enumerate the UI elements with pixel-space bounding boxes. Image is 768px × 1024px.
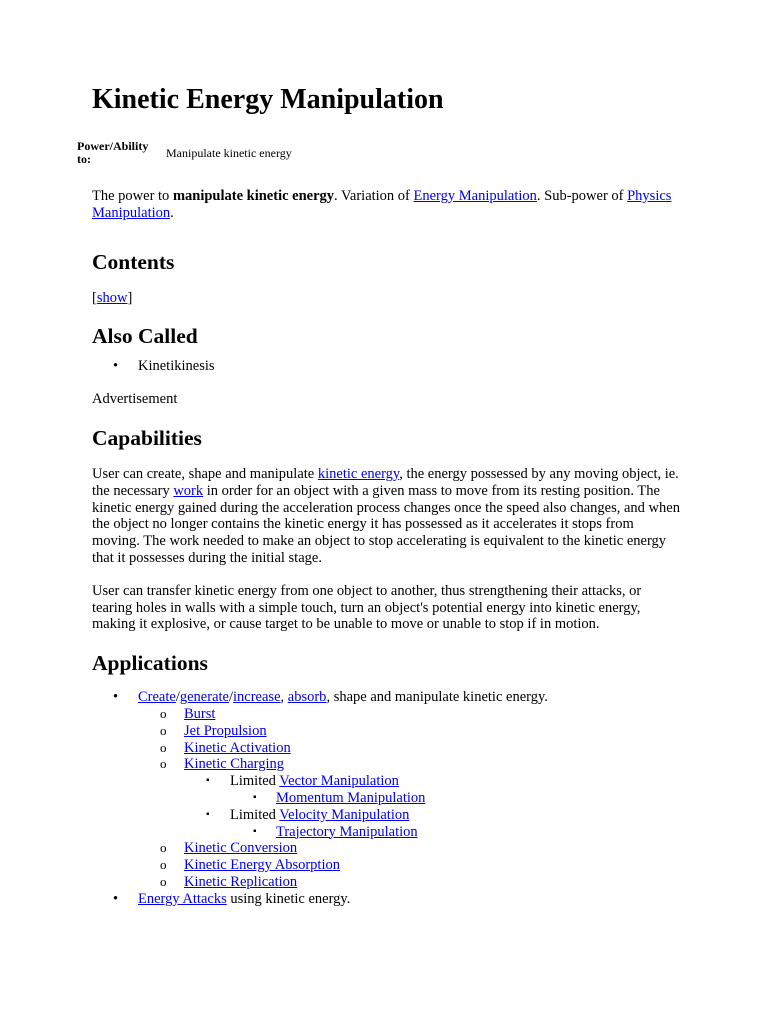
list-item bbox=[92, 689, 682, 891]
paragraph-text: in order for an object with a given mass to move from its resting position. The kinetic energy gained during the acceleration process changes once the speed also changes, and when the object no longer contains the kinetic energy it has possessed as it accelerates it stops from moving. The work needed to make an object to stop accelerating is equivalent to the kinetic energy that it possesses during the initial stage. bbox=[92, 482, 680, 566]
paragraph-text: , the energy possessed by any moving object, ie. the necessary bbox=[92, 465, 679, 499]
list-item-text: Limited bbox=[230, 806, 280, 823]
list-item bbox=[138, 840, 682, 857]
article-body bbox=[92, 188, 682, 908]
contents-heading: Contents bbox=[92, 249, 175, 274]
separator: / bbox=[228, 689, 234, 706]
power-ability-label: Power/Ability to: bbox=[77, 139, 149, 166]
list-item bbox=[184, 773, 682, 807]
advertisement-label: Advertisement bbox=[92, 391, 178, 408]
list-item-text: , shape and manipulate kinetic energy. bbox=[326, 689, 548, 706]
capabilities-paragraph: User can transfer kinetic energy from one object to another, thus strengthening their attacks, or tearing holes in walls with a simple touch, turn an object's potential energy into kinetic energy, making it explosive, or cause target to be unable to move or unable to stop if in motion. bbox=[92, 582, 642, 633]
work-link[interactable]: work bbox=[173, 482, 204, 499]
toc-show-link[interactable]: show bbox=[96, 289, 128, 306]
toc-bracket: ] bbox=[127, 289, 133, 306]
kinetic-energy-link[interactable]: kinetic energy bbox=[317, 465, 400, 482]
also-called-heading: Also Called bbox=[92, 324, 198, 349]
toc-bracket: [ bbox=[92, 289, 97, 306]
kinetic-replication-link[interactable]: Kinetic Replication bbox=[184, 873, 298, 890]
vector-manipulation-link[interactable]: Vector Manipulation bbox=[279, 773, 399, 790]
velocity-sublist bbox=[230, 824, 682, 841]
paragraph-text: User can create, shape and manipulate bbox=[92, 465, 318, 482]
kinetic-energy-absorption-link[interactable]: Kinetic Energy Absorption bbox=[184, 857, 340, 874]
page-title: Kinetic Energy Manipulation bbox=[92, 84, 444, 115]
jet-propulsion-link[interactable]: Jet Propulsion bbox=[184, 722, 267, 739]
energy-attacks-link[interactable]: Energy Attacks bbox=[138, 890, 227, 907]
intro-paragraph bbox=[92, 188, 682, 222]
list-item bbox=[230, 824, 682, 841]
list-item bbox=[138, 723, 682, 740]
vector-sublist bbox=[230, 790, 682, 807]
separator: / bbox=[175, 689, 180, 706]
momentum-manipulation-link[interactable]: Momentum Manipulation bbox=[276, 789, 426, 806]
absorb-link[interactable]: absorb bbox=[287, 689, 327, 706]
kinetic-charging-link[interactable]: Kinetic Charging bbox=[184, 756, 285, 773]
generate-link[interactable]: generate bbox=[179, 689, 229, 706]
kinetic-conversion-link[interactable]: Kinetic Conversion bbox=[184, 840, 298, 857]
list-item: • Kinetikinesis bbox=[92, 358, 682, 375]
energy-manipulation-link[interactable]: Energy Manipulation bbox=[413, 188, 537, 204]
capabilities-paragraph bbox=[92, 466, 682, 567]
list-item-text: using kinetic energy. bbox=[226, 890, 351, 907]
intro-text: The power to bbox=[92, 188, 173, 204]
kinetic-activation-link[interactable]: Kinetic Activation bbox=[184, 739, 291, 756]
list-item bbox=[184, 807, 682, 841]
intro-text: . bbox=[170, 204, 174, 221]
charging-sublist bbox=[184, 773, 682, 840]
list-item bbox=[92, 891, 682, 908]
separator: , bbox=[280, 689, 288, 706]
create-link[interactable]: Create bbox=[138, 689, 176, 706]
toc-toggle bbox=[92, 290, 682, 307]
trajectory-manipulation-link[interactable]: Trajectory Manipulation bbox=[276, 823, 418, 840]
applications-sublist bbox=[138, 706, 682, 891]
list-item bbox=[138, 874, 682, 891]
burst-link[interactable]: Burst bbox=[184, 705, 216, 722]
intro-text: . Variation of bbox=[334, 188, 414, 204]
intro-bold-text: manipulate kinetic energy bbox=[172, 188, 335, 204]
physics-manipulation-link[interactable]: Physics Manipulation bbox=[92, 188, 672, 221]
capabilities-heading: Capabilities bbox=[92, 425, 202, 450]
list-item bbox=[230, 790, 682, 807]
applications-list bbox=[92, 689, 682, 907]
list-item-text: Limited bbox=[230, 773, 280, 790]
list-item bbox=[138, 740, 682, 757]
increase-link[interactable]: increase bbox=[233, 689, 281, 706]
list-item bbox=[138, 857, 682, 874]
list-item bbox=[138, 706, 682, 723]
intro-text: . Sub-power of bbox=[536, 188, 628, 204]
applications-heading: Applications bbox=[92, 651, 208, 676]
velocity-manipulation-link[interactable]: Velocity Manipulation bbox=[279, 806, 410, 823]
power-ability-value: Manipulate kinetic energy bbox=[166, 146, 292, 160]
list-item bbox=[138, 756, 682, 840]
also-called-list bbox=[92, 358, 682, 375]
